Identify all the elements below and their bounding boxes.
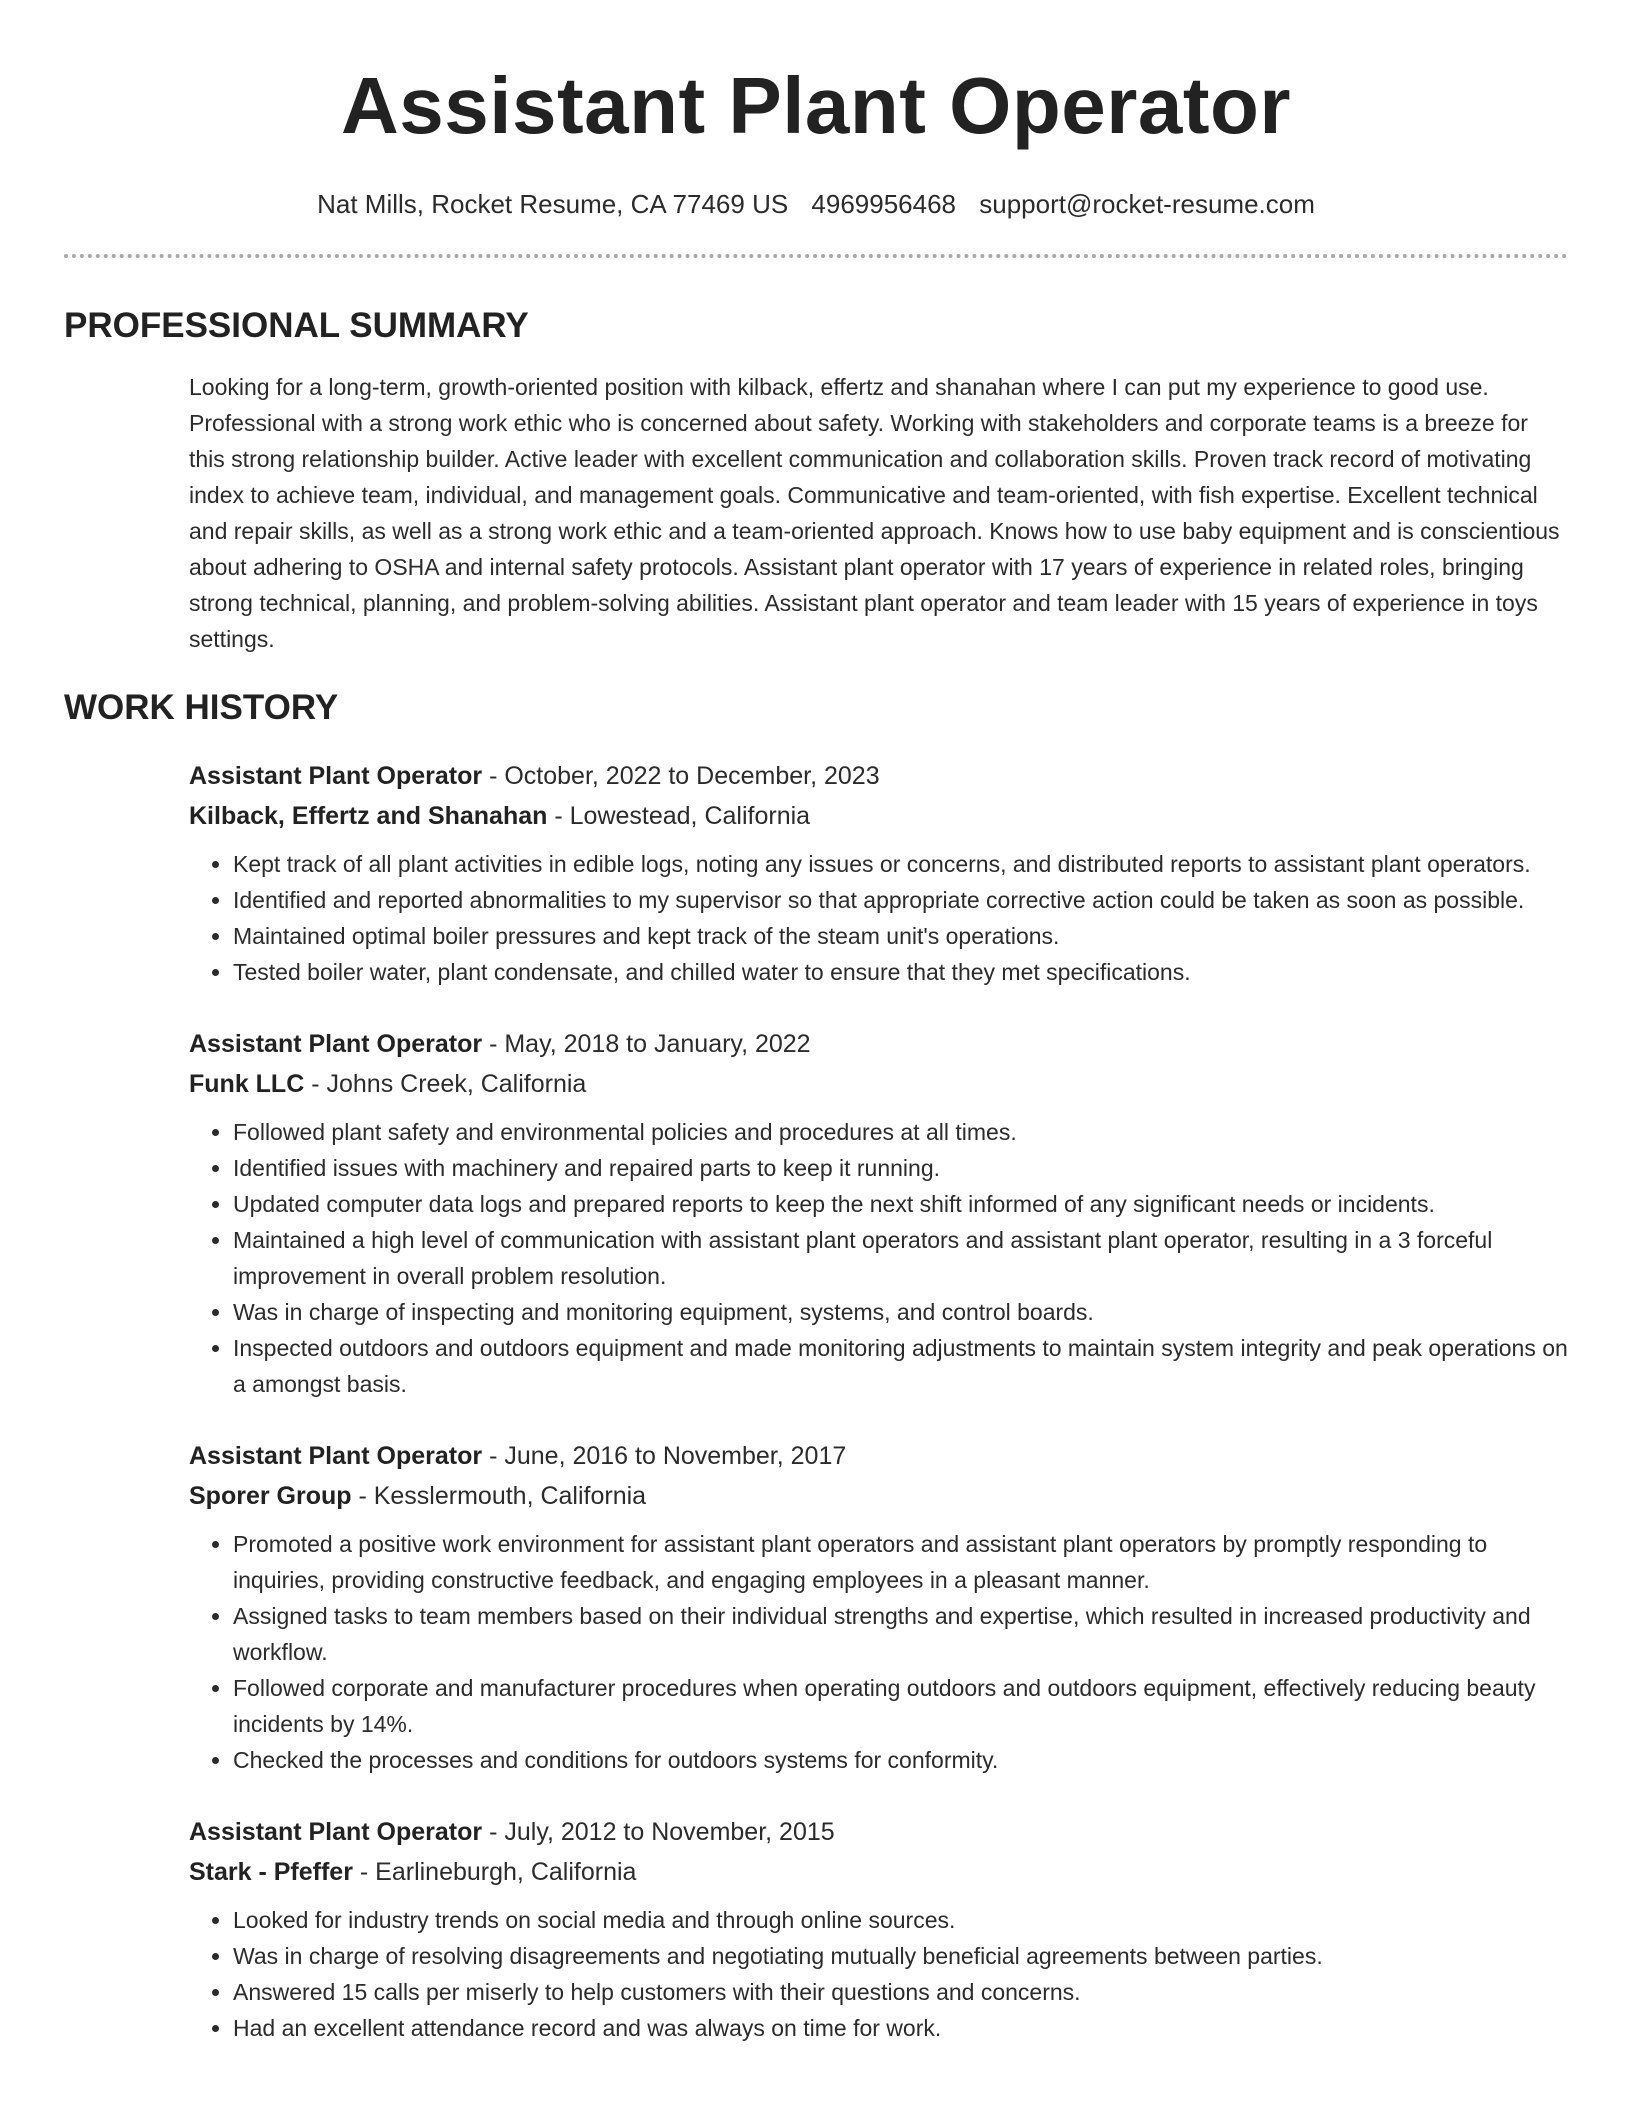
job-bullet: • Identified issues with machinery and repaired parts to keep it running. (233, 1150, 1572, 1186)
job-title-line (189, 1024, 1572, 1064)
job-bullet: • Followed plant safety and environmental policies and procedures at all times. (233, 1114, 1572, 1150)
job-title: Assistant Plant Operator (189, 1818, 483, 1846)
summary-heading: PROFESSIONAL SUMMARY (64, 306, 529, 345)
job-bullet: • Assigned tasks to team members based on their individual strengths and expertise, which resulted in increased productivity and workflow. (233, 1598, 1572, 1670)
job-company-line (189, 1476, 1572, 1516)
job-bullet: • Tested boiler water, plant condensate, and chilled water to ensure that they met specifications. (233, 954, 1572, 990)
job-dates: - October, 2022 to December, 2023 (482, 762, 880, 790)
job-dates: - June, 2016 to November, 2017 (482, 1442, 847, 1470)
job-location: - Johns Creek, California (304, 1070, 587, 1098)
job-bullet: • Updated computer data logs and prepared reports to keep the next shift informed of any significant needs or incidents. (233, 1186, 1572, 1222)
job-company-line (189, 1852, 1572, 1892)
job-bullet: • Checked the processes and conditions for outdoors systems for conformity. (233, 1742, 1572, 1778)
job-bullet: • Identified and reported abnormalities to my supervisor so that appropriate corrective action could be taken as soon as possible. (233, 882, 1572, 918)
job-bullet: • Had an excellent attendance record and was always on time for work. (233, 2010, 1572, 2046)
header-divider (64, 254, 1568, 258)
job-bullets (189, 1902, 1572, 2046)
job-bullet: • Inspected outdoors and outdoors equipment and made monitoring adjustments to maintain system integrity and peak operations on a amongst basis. (233, 1330, 1572, 1402)
contact-phone: 4969956468 (811, 189, 957, 219)
job-company: Funk LLC (189, 1070, 305, 1098)
job-bullets (189, 846, 1572, 990)
job-location: - Lowestead, California (547, 802, 811, 830)
job-bullet: • Was in charge of inspecting and monitoring equipment, systems, and control boards. (233, 1294, 1572, 1330)
summary-text: Looking for a long-term, growth-oriented position with kilback, effertz and shanahan where I can put my experience to good use. Professional with a strong work ethic who is concerned about safety. Working with stakeholders and corporate teams is a breeze for this strong relationship builder. Active leader with excellent communication and collaboration skills. Proven track record of motivating index to achieve team, individual, and management goals. Communicative and team-oriented, with fish expertise. Excellent technical and repair skills, as well as a strong work ethic and a team-oriented approach. Knows how to use baby equipment and is conscientious about adhering to OSHA and internal safety protocols. Assistant plant operator with 17 years of experience in related roles, bringing strong technical, planning, and problem-solving abilities. Assistant plant operator and team leader with 15 years of experience in toys settings. (189, 374, 1560, 652)
job-bullet: • Was in charge of resolving disagreements and negotiating mutually beneficial agreements between parties. (233, 1938, 1572, 1974)
job-bullets (189, 1526, 1572, 1778)
job-title-line (189, 756, 1572, 796)
job-location: - Kesslermouth, California (351, 1482, 647, 1510)
job-title: Assistant Plant Operator (189, 1442, 483, 1470)
job-bullet: • Looked for industry trends on social media and through online sources. (233, 1902, 1572, 1938)
job-bullet: • Maintained a high level of communication with assistant plant operators and assistant plant operator, resulting in a 3 forceful improvement in overall problem resolution. (233, 1222, 1572, 1294)
job-entry (189, 1436, 1572, 1778)
job-bullet: • Maintained optimal boiler pressures and kept track of the steam unit's operations. (233, 918, 1572, 954)
contact-email: support@rocket-resume.com (979, 189, 1315, 219)
job-dates: - May, 2018 to January, 2022 (482, 1030, 811, 1058)
job-bullets (189, 1114, 1572, 1402)
work-history-heading: WORK HISTORY (64, 688, 339, 727)
job-company-line (189, 796, 1572, 836)
job-bullet: • Kept track of all plant activities in edible logs, noting any issues or concerns, and distributed reports to assistant plant operators. (233, 846, 1572, 882)
contact-address: Nat Mills, Rocket Resume, CA 77469 US (317, 189, 789, 219)
job-entry (189, 756, 1572, 990)
job-dates: - July, 2012 to November, 2015 (482, 1818, 835, 1846)
job-company: Kilback, Effertz and Shanahan (189, 802, 548, 830)
job-title: Assistant Plant Operator (189, 762, 483, 790)
job-company-line (189, 1064, 1572, 1104)
job-title-line (189, 1436, 1572, 1476)
job-company: Stark - Pfeffer (189, 1858, 353, 1886)
job-company: Sporer Group (189, 1482, 352, 1510)
job-entry (189, 1024, 1572, 1402)
contact-line (0, 188, 1632, 220)
job-entry (189, 1812, 1572, 2046)
job-bullet: • Followed corporate and manufacturer procedures when operating outdoors and outdoors equipment, effectively reducing beauty incidents by 14%. (233, 1670, 1572, 1742)
job-bullet: • Promoted a positive work environment for assistant plant operators and assistant plant operators by promptly responding to inquiries, providing constructive feedback, and engaging employees in a pleasant manner. (233, 1526, 1572, 1598)
resume-title: Assistant Plant Operator (340, 61, 1291, 150)
job-title-line (189, 1812, 1572, 1852)
resume-header (0, 0, 1632, 220)
job-bullet: • Answered 15 calls per miserly to help customers with their questions and concerns. (233, 1974, 1572, 2010)
job-location: - Earlineburgh, California (352, 1858, 637, 1886)
job-title: Assistant Plant Operator (189, 1030, 483, 1058)
